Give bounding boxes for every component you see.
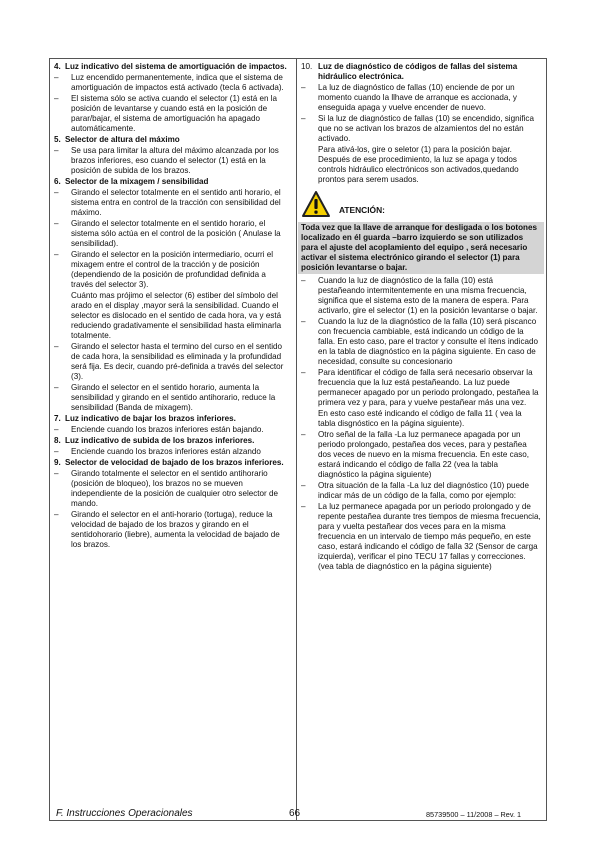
item-text: Luz encendido permanentemente, indica que el sistema de amortiguación de impactos está activado (tecla 6 activada).	[71, 73, 284, 92]
dash: –	[54, 447, 59, 456]
item-text: Girando el selector totalmente en el sentido horario, el sistema sólo actúa en el control de la posición ( Anulase la sensibilidad).	[71, 219, 281, 248]
section-heading	[54, 414, 290, 424]
list-item	[54, 342, 290, 382]
section-number: 8.	[54, 436, 61, 445]
item-text: Girando el selector en la posición intermediario, ocurri el mixagem entre el control de la tracción y de posición (dependiendo de la posición de profundidad definida a través del selector 3).	[71, 250, 273, 289]
list-item	[54, 94, 290, 134]
document-reference: 85739500 – 11/2008 – Rev. 1	[426, 810, 522, 819]
section-heading	[301, 62, 541, 82]
dash: –	[301, 481, 306, 490]
dash: –	[301, 368, 306, 377]
item-text: La luz permanece apagada por un periodo prolongado y de repente pestañea durante tres tiempos de miesma frecuencia, para y vuelta pestañear dos veces para en la misma frecuencia en un intervalo de tiempo más pequeño, en este caso, estará indicando el código de falla 32 (Sensor de carga izquierda), verificar el pino TECU 17 fallas y correcciones. (vea tabla de diagnóstico en la página siguiente)	[318, 502, 541, 571]
section-number: 4.	[54, 62, 61, 71]
column-divider	[296, 58, 297, 821]
dash: –	[54, 219, 59, 228]
section-heading	[54, 177, 290, 187]
section-title: Selector de altura del máximo	[65, 135, 180, 144]
dash: –	[301, 317, 306, 326]
section-heading	[54, 436, 290, 446]
list-item	[301, 276, 541, 316]
list-item	[54, 250, 290, 290]
item-text: Cuando la luz de diagnóstico de la falla (10) está pestañeando intermitentemente en una misma frecuencia, significa que el sistema esto de la manera de espera. Para activarlo, gire el selector (1) en la posición levantarse o bajar.	[318, 276, 538, 315]
item-text: Si la luz de diagnóstico de fallas (10) se encendido, significa que no se activan los brazos de alzamientos del no están activado.	[318, 114, 534, 143]
list-item	[54, 425, 290, 435]
item-text: Girando totalmente el selector en el sentido antihorario (posición de bloqueo), los brazos no se mueven independiente de la posición de cualquier otro selector de mando.	[71, 469, 278, 508]
list-item	[301, 317, 541, 367]
item-text: Se usa para limitar la altura del máximo alcanzada por los brazos inferiores, eso cuando el selector (1) está en la posición de subida de los brazos.	[71, 146, 279, 175]
footer-section-title: F. Instrucciones Operacionales	[56, 808, 193, 819]
dash: –	[301, 502, 306, 511]
item-text: Otro señal de la falla -La luz permanece apagada por un periodo prolongado, pestañea dos veces, para y pestañea dos veces de nuevo en la misma frecuencia. En este caso, estará indicando el código de falla 22 (vea la tabla diagnóstico la página siguiente)	[318, 430, 530, 479]
list-item	[54, 73, 290, 93]
section-heading	[54, 62, 290, 72]
section-number: 9.	[54, 458, 61, 467]
dash: –	[54, 94, 59, 103]
item-text: Girando el selector en el sentido horario, aumenta la sensibilidad y girando en el sentido antihorario, reduce la sensibilidad (Banda de mixagem).	[71, 383, 276, 412]
left-column	[54, 61, 290, 550]
dash: –	[54, 510, 59, 519]
attention-block	[301, 190, 541, 218]
section-number: 7.	[54, 414, 61, 423]
dash: –	[54, 73, 59, 82]
list-item	[54, 188, 290, 218]
attention-label: ATENCIÓN:	[339, 205, 385, 215]
dash: –	[301, 114, 306, 123]
list-item	[301, 83, 541, 113]
section-title: Luz indicativo del sistema de amortiguación de impactos.	[65, 62, 287, 71]
list-item	[54, 146, 290, 176]
item-text: Enciende cuando los brazos inferiores están bajando.	[71, 425, 264, 434]
right-column	[301, 61, 541, 572]
list-item	[54, 219, 290, 249]
list-item	[54, 469, 290, 509]
item-text: Girando el selector hasta el termino del curso en el sentido de cada hora, la sensibilidad es eliminada y la profundidad será fija. Es decir, cuando pré-definida a través del selector (3).	[71, 342, 284, 381]
dash: –	[54, 469, 59, 478]
section-heading	[54, 458, 290, 468]
item-text: Girando el selector en el anti-horario (tortuga), reduce la velocidad de bajado de los brazos y girando en el sentidohorario (liebre), aumenta la velocidad de bajado de los brazos.	[71, 510, 280, 549]
list-item	[301, 481, 541, 501]
dash: –	[54, 146, 59, 155]
item-text: Para identificar el código de falla será necesario observar la frecuencia que la luz está pestañeando. La luz puede permanecer apagado por un periodo prolongado, pestañea la primera vez y para, para y vuelve pestañear más una vez.	[318, 368, 539, 407]
dash: –	[54, 342, 59, 351]
note-paragraph: En esto caso esté indicando el código de falla 11 ( vea la tabla disgnóstico en la página siguiente).	[318, 409, 522, 428]
item-text: Otra situación de la falla -La luz del diagnóstico (10) puede indicar más de un código de la falla, como por ejemplo:	[318, 481, 530, 500]
section-heading	[54, 135, 290, 145]
section-title: Selector de la mixagem / sensibilidad	[65, 177, 209, 186]
dash: –	[301, 83, 306, 92]
item-text: Enciende cuando los brazos inferiores están alzando	[71, 447, 261, 456]
dash: –	[54, 250, 59, 259]
page-number: 66	[289, 808, 301, 819]
dash: –	[54, 188, 59, 197]
list-item	[54, 383, 290, 413]
warning-triangle-icon	[301, 190, 331, 218]
warning-box: Toda vez que la llave de arranque for desligada o los botones localizado en él guarda –barro izquierdo se son utilizados para el ajuste del acoplamiento del equipo , será necesario activar el sistema electrónico girando el selector (1) para posición levantarse o bajar.	[298, 222, 544, 274]
note-paragraph: Cuánto mas prójimo el selector (6) estiber del símbolo del arado en el display ,mayor será la sensibilidad. Cuando el selector es dislocado en el sentido de cada hora, va y está reduciendo gradativamente el sensibilidad hasta eliminarla totalmente.	[71, 291, 282, 340]
section-title: Luz de diagnóstico de códigos de fallas del sistema hidráulico electrónica.	[318, 62, 518, 81]
section-number: 6.	[54, 177, 61, 186]
section-title: Selector de velocidad de bajado de los brazos inferiores.	[65, 458, 284, 467]
list-item	[54, 447, 290, 457]
section-title: Luz indicativo de subida de los brazos inferiores.	[65, 436, 255, 445]
list-item	[301, 502, 541, 572]
list-item	[301, 114, 541, 144]
dash: –	[54, 383, 59, 392]
dash: –	[301, 430, 306, 439]
item-text: El sistema sólo se activa cuando el selector (1) está en la posición de levantarse y cuando está en la posición de parar/bajar, el sistema de amortiguación ha apagado automáticamente.	[71, 94, 278, 133]
item-text: La luz de diagnóstico de fallas (10) enciende de por un momento cuando la llhave de arranque es accionada, y enseguida apaga y vuelve encender de nuevo.	[318, 83, 517, 112]
item-text: Cuando la luz de la diagnóstico de la falla (10) será piscanco con frecuencia cambiable, está indicando un código de la falla. En esto caso, pare el tractor y consulte el ítens indicado en la tabla de diagnóstico en la página siguiente. En caso de necesidad, consulte su concesionario	[318, 317, 539, 366]
section-title: Luz indicativo de bajar los brazos inferiores.	[65, 414, 236, 423]
section-number: 10.	[301, 62, 313, 71]
list-item	[301, 368, 541, 408]
dash: –	[54, 425, 59, 434]
dash: –	[301, 276, 306, 285]
list-item	[54, 510, 290, 550]
item-text: Girando el selector totalmente en el sentido anti horario, el sistema entra en control de la tracción con sensibilidad del máximo.	[71, 188, 281, 217]
list-item	[301, 430, 541, 480]
note-paragraph: Para ativá-los, gire o seletor (1) para la posición bajar. Después de ese procedimiento, la luz se apaga y todos controls hidráulico electrónicos son activados,quedando prontos para serem usados.	[318, 145, 519, 184]
section-number: 5.	[54, 135, 61, 144]
